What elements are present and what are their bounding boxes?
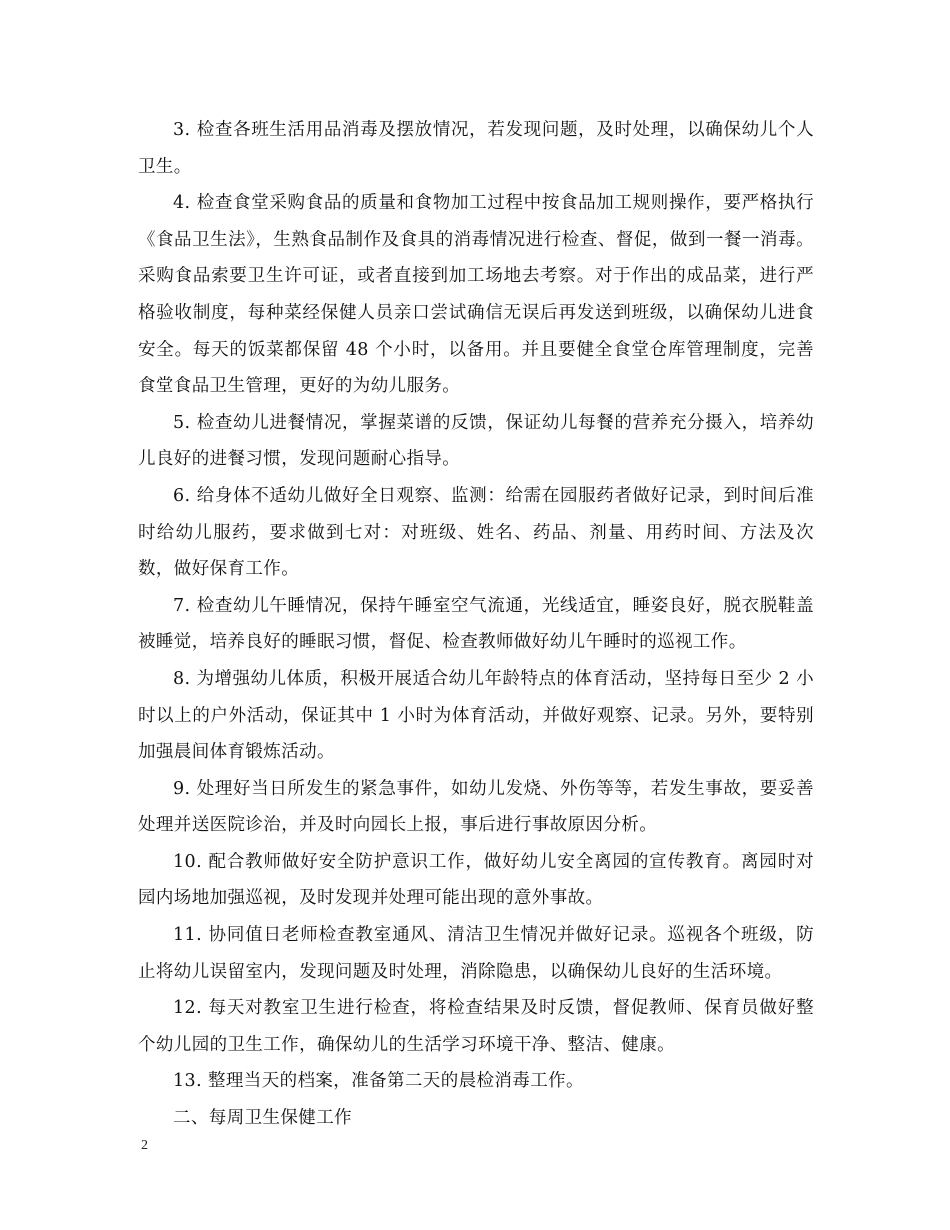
- section-heading-weekly-health-work: 二、每周卫生保健工作: [173, 1108, 352, 1129]
- paragraph-item-6: 6. 给身体不适幼儿做好全日观察、监测：给需在园服药者做好记录，到时间后准时给幼儿服药，要求做到七对：对班级、姓名、药品、剂量、用药时间、方法及次数，做好保育工作。: [138, 485, 814, 580]
- paragraph-item-11: 11. 协同值日老师检查教室通风、清洁卫生情况并做好记录。巡视各个班级，防止将幼儿误留室内，发现问题及时处理，消除隐患，以确保幼儿良好的生活环境。: [138, 925, 814, 982]
- document-body: [138, 112, 814, 1137]
- paragraph-item-4: 4. 检查食堂采购食品的质量和食物加工过程中按食品加工规则操作，要严格执行《食品卫生法》，生熟食品制作及食具的消毒情况进行检查、督促，做到一餐一消毒。采购食品索要卫生许可证，或者直接到加工场地去考察。对于作出的成品菜，进行严格验收制度，每种菜经保健人员亲口尝试确信无误后再发送到班级，以确保幼儿进食安全。每天的饭菜都保留 48 个小时，以备用。并且要健全食堂仓库管理制度，完善食堂食品卫生管理，更好的为幼儿服务。: [138, 193, 814, 397]
- paragraph-item-8: 8. 为增强幼儿体质，积极开展适合幼儿年龄特点的体育活动，坚持每日至少 2 小时以上的户外活动，保证其中 1 小时为体育活动，并做好观察、记录。另外，要特别加强晨间体育锻炼活动。: [138, 668, 814, 763]
- paragraph-item-12: 12. 每天对教室卫生进行检查，将检查结果及时反馈，督促教师、保育员做好整个幼儿园的卫生工作，确保幼儿的生活学习环境干净、整洁、健康。: [138, 998, 814, 1055]
- paragraph-item-10: 10. 配合教师做好安全防护意识工作，做好幼儿安全离园的宣传教育。离园时对园内场地加强巡视，及时发现并处理可能出现的意外事故。: [138, 851, 814, 909]
- page-number: 2: [141, 1138, 148, 1153]
- paragraph-item-5: 5. 检查幼儿进餐情况，掌握菜谱的反馈，保证幼儿每餐的营养充分摄入，培养幼儿良好的进餐习惯，发现问题耐心指导。: [138, 412, 814, 470]
- paragraph-item-3: 3. 检查各班生活用品消毒及摆放情况，若发现问题，及时处理，以确保幼儿个人卫生。: [138, 120, 814, 177]
- paragraph-item-7: 7. 检查幼儿午睡情况，保持午睡室空气流通，光线适宜，睡姿良好，脱衣脱鞋盖被睡觉，培养良好的睡眠习惯，督促、检查教师做好幼儿午睡时的巡视工作。: [138, 595, 814, 653]
- paragraph-item-13: 13. 整理当天的档案，准备第二天的晨检消毒工作。: [173, 1071, 584, 1092]
- paragraph-item-9: 9. 处理好当日所发生的紧急事件，如幼儿发烧、外伤等等，若发生事故，要妥善处理并送医院诊治，并及时向园长上报，事后进行事故原因分析。: [138, 778, 814, 836]
